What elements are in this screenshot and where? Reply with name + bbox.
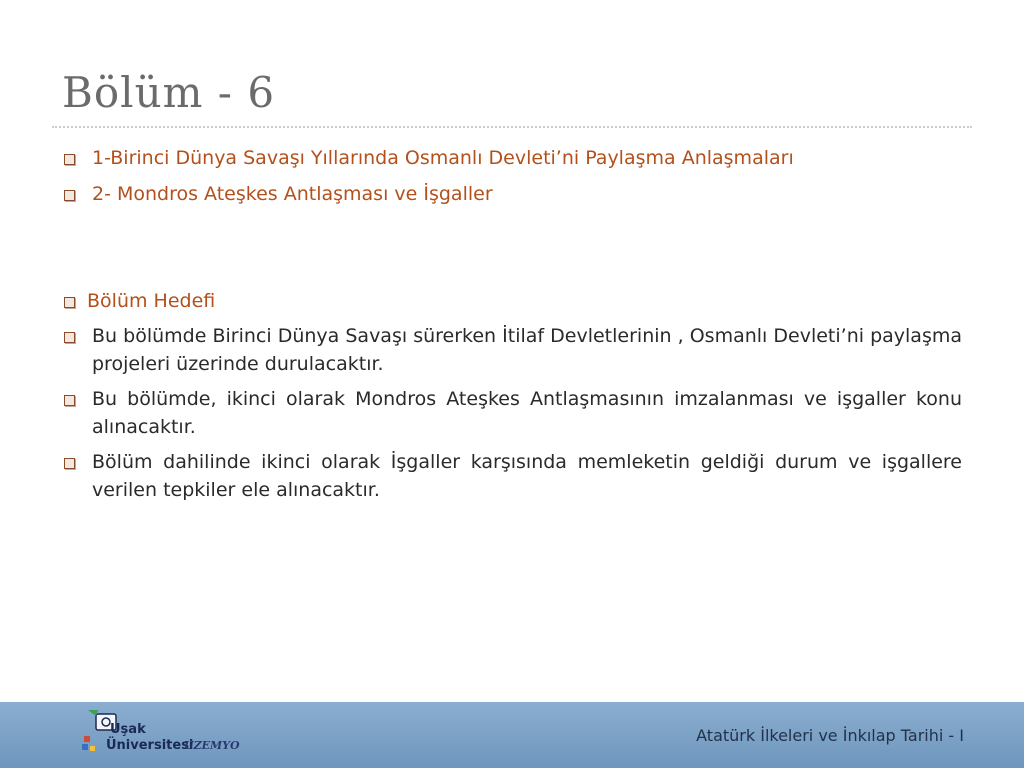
slide-title: Bölüm - 6 bbox=[62, 68, 276, 117]
square-bullet-icon bbox=[64, 154, 75, 165]
footer-bar bbox=[0, 702, 1024, 768]
title-divider bbox=[52, 126, 972, 128]
square-bullet-icon bbox=[64, 190, 75, 201]
section-heading bbox=[64, 287, 215, 315]
section-heading-text: Bölüm Hedefi bbox=[87, 290, 216, 312]
course-title: Atatürk İlkeleri ve İnkılap Tarihi - I bbox=[696, 726, 964, 745]
logo-text-universitesi: Üniversitesi bbox=[106, 738, 194, 753]
bullet-text: Bu bölümde, ikinci olarak Mondros Ateşkes Antlaşmasının imzalanması ve işgaller konu alınacaktır. bbox=[92, 388, 962, 438]
body-bullet-3 bbox=[64, 448, 962, 504]
square-bullet-icon bbox=[64, 395, 75, 406]
square-bullet-icon bbox=[64, 332, 75, 343]
body-bullet-2 bbox=[64, 385, 962, 441]
top-bullet-2 bbox=[64, 180, 493, 208]
top-bullet-1 bbox=[64, 144, 794, 172]
bullet-text: 1-Birinci Dünya Savaşı Yıllarında Osmanlı Devleti’ni Paylaşma Anlaşmaları bbox=[92, 147, 794, 169]
university-logo bbox=[80, 706, 260, 764]
logo-text-uzemyo: UZEMYO bbox=[184, 739, 240, 752]
square-bullet-icon bbox=[64, 458, 75, 469]
square-bullet-icon bbox=[64, 297, 75, 308]
bullet-text: Bölüm dahilinde ikinci olarak İşgaller karşısında memleketin geldiği durum ve işgallere verilen tepkiler ele alınacaktır. bbox=[92, 451, 962, 501]
logo-text-usak: Uşak bbox=[110, 722, 146, 737]
bullet-text: 2- Mondros Ateşkes Antlaşması ve İşgaller bbox=[92, 183, 493, 205]
bullet-text: Bu bölümde Birinci Dünya Savaşı sürerken İtilaf Devletlerinin , Osmanlı Devleti’ni paylaşma projeleri üzerinde durulacaktır. bbox=[92, 325, 962, 375]
body-bullet-1 bbox=[64, 322, 962, 378]
